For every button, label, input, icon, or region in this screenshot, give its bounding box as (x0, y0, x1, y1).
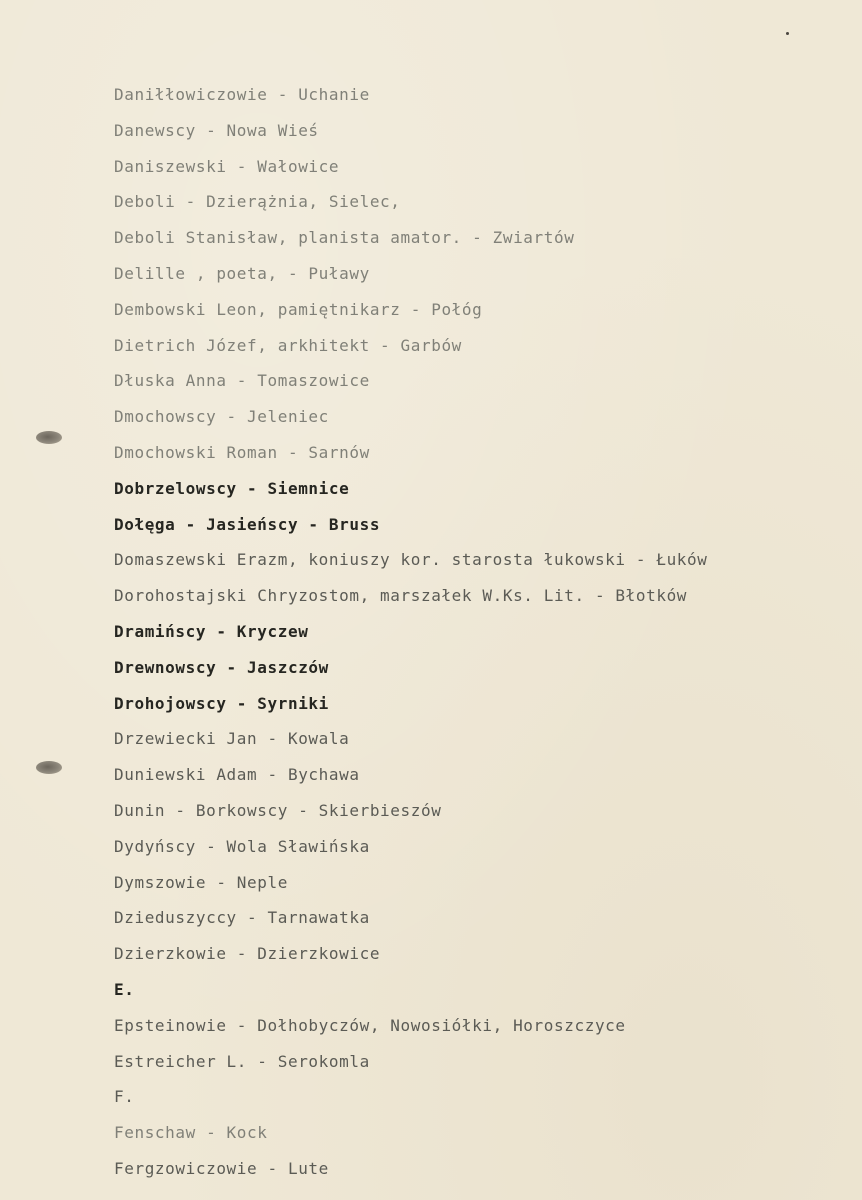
punch-hole-lower (36, 761, 62, 774)
entry-line: Dobrzelowscy - Siemnice (114, 478, 350, 498)
entry-line: Dmochowski Roman - Sarnów (114, 442, 370, 462)
entry-line: Epsteinowie - Dołhobyczów, Nowosiółki, Horoszczyce (114, 1015, 626, 1035)
entry-line: Dmochowscy - Jeleniec (114, 407, 329, 427)
section-letter: E. (114, 979, 135, 999)
entry-line: Dzieduszyccy - Tarnawatka (114, 908, 370, 928)
entry-line: Drohojowscy - Syrniki (114, 693, 329, 713)
entry-line: Estreicher L. - Serokomla (114, 1051, 370, 1071)
entry-line: Delille , poeta, - Puławy (114, 263, 370, 283)
punch-hole-upper (36, 431, 62, 444)
entry-line: Dietrich Józef, arkhitekt - Garbów (114, 335, 462, 355)
ink-speck (786, 32, 789, 35)
entry-line: Fergzowiczowie - Lute (114, 1158, 329, 1178)
entry-line: Danewscy - Nowa Wieś (114, 120, 319, 140)
entry-line: Domaszewski Erazm, koniuszy kor. starosta łukowski - Łuków (114, 550, 708, 570)
entry-line: Dorohostajski Chryzostom, marszałek W.Ks. Lit. - Błotków (114, 586, 688, 606)
entry-line: Dunin - Borkowscy - Skierbieszów (114, 800, 442, 820)
entry-line: Drzewiecki Jan - Kowala (114, 729, 350, 749)
entry-line: Dydyńscy - Wola Sławińska (114, 836, 370, 856)
entry-list (114, 80, 814, 1190)
section-letter: F. (114, 1087, 135, 1107)
entry-line: Dymszowie - Neple (114, 872, 288, 892)
entry-line: Dembowski Leon, pamiętnikarz - Połóg (114, 299, 483, 319)
entry-line: Dzierzkowie - Dzierzkowice (114, 944, 381, 964)
entry-line: Duniewski Adam - Bychawa (114, 765, 360, 785)
entry-line: Drewnowscy - Jaszczów (114, 657, 329, 677)
entry-line: Dramińscy - Kryczew (114, 621, 309, 641)
entry-line: Dłuska Anna - Tomaszowice (114, 371, 370, 391)
entry-line: Deboli - Dzierążnia, Sielec, (114, 192, 401, 212)
entry-line: Daniszewski - Wałowice (114, 156, 340, 176)
entry-line: Deboli Stanisław, planista amator. - Zwiartów (114, 228, 575, 248)
entry-line: Daniłłowiczowie - Uchanie (114, 85, 370, 104)
entry-line: Dołęga - Jasieńscy - Bruss (114, 514, 381, 534)
entry-line: Fenschaw - Kock (114, 1123, 268, 1143)
